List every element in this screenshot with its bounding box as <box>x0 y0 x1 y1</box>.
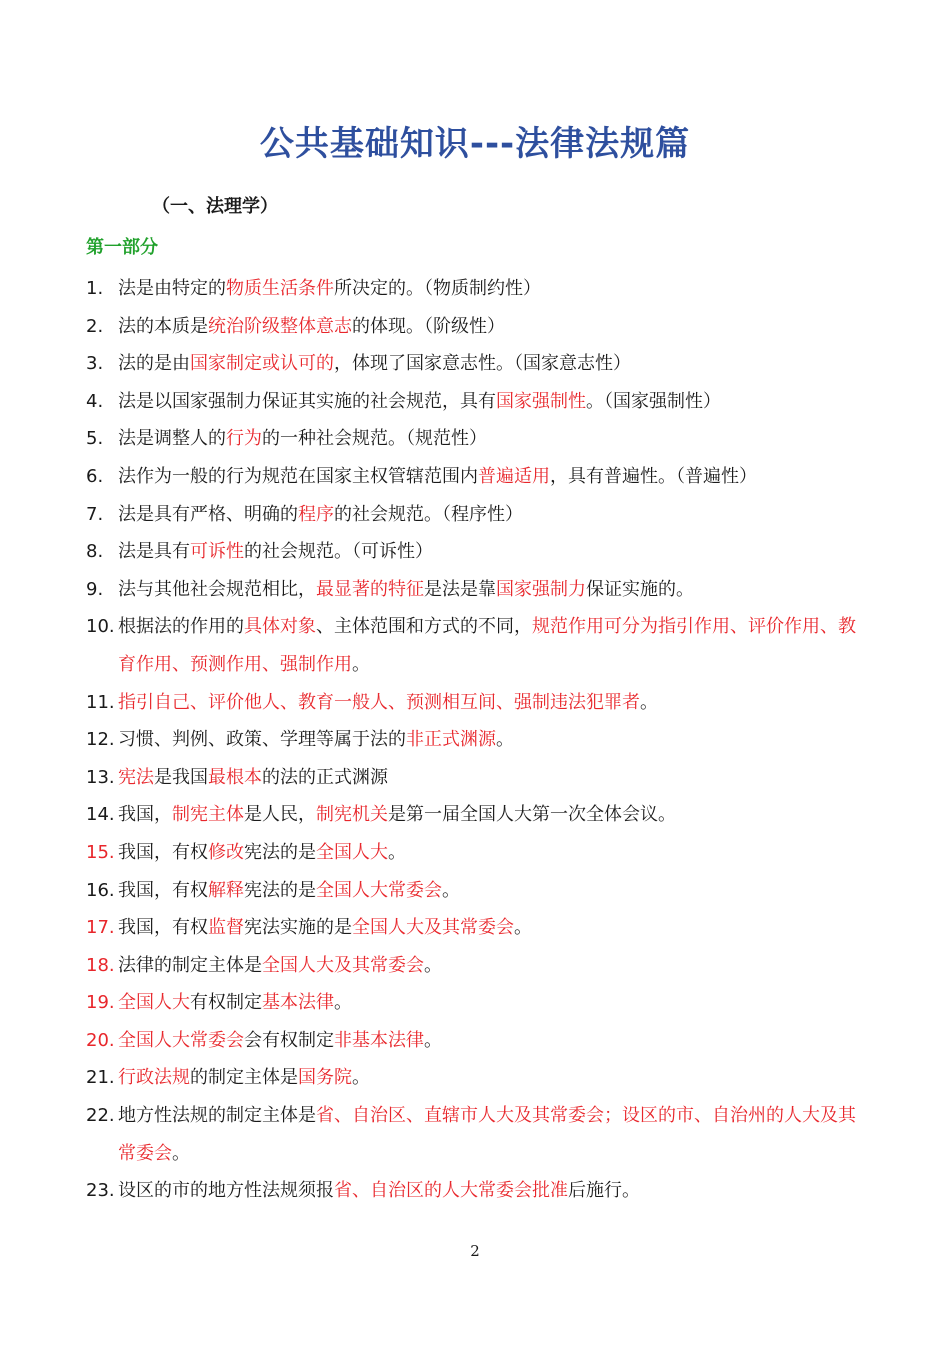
item-text: 。 <box>640 691 658 713</box>
item-text: 。 <box>496 729 514 751</box>
item-number: 16. <box>86 879 115 901</box>
item-text: 会有权制定 <box>244 1029 334 1051</box>
item-text: 的体现。（阶级性） <box>352 315 505 337</box>
item-text: 的一种社会规范。（规范性） <box>262 428 487 450</box>
item-text: 。 <box>424 1029 442 1051</box>
highlighted-text: 统治阶级整体意志 <box>208 315 352 337</box>
highlighted-text: 国家强制力 <box>496 578 586 600</box>
item-text: 法是以国家强制力保证其实施的社会规范，具有 <box>118 390 496 412</box>
list-item <box>86 947 856 985</box>
item-text: 法是具有 <box>118 541 190 563</box>
highlighted-text: 全国人大常委会 <box>118 1029 244 1051</box>
item-text: 习惯、判例、政策、学理等属于法的 <box>118 729 406 751</box>
list-item <box>86 345 856 383</box>
item-text: 地方性法规的制定主体是 <box>118 1105 316 1127</box>
item-number: 9. <box>86 578 104 600</box>
highlighted-text: 全国人大 <box>316 841 388 863</box>
item-text: 我国，有权 <box>118 917 208 939</box>
item-text: 我国， <box>118 804 172 826</box>
highlighted-text: 程序 <box>298 503 334 525</box>
item-text: 法作为一般的行为规范在国家主权管辖范围内 <box>118 465 478 487</box>
highlighted-text: 全国人大常委会 <box>316 879 442 901</box>
list-item <box>86 759 856 797</box>
item-text: 法是由特定的 <box>118 278 226 299</box>
item-text: 的社会规范。（程序性） <box>334 503 523 525</box>
item-number: 10. <box>86 616 115 638</box>
item-text: 宪法的是 <box>244 879 316 901</box>
highlighted-text: 普遍适用 <box>478 465 550 487</box>
highlighted-text: 国务院 <box>298 1067 352 1089</box>
highlighted-text: 最显著的特征 <box>316 578 424 600</box>
highlighted-text: 最根本 <box>208 766 262 788</box>
item-number: 21. <box>86 1067 115 1089</box>
highlighted-text: 省、自治区的人大常委会批准 <box>334 1180 568 1202</box>
item-text: 。 <box>334 992 352 1014</box>
item-text: 是我国 <box>154 766 208 788</box>
list-item <box>86 984 856 1022</box>
highlighted-text: 非基本法律 <box>334 1029 424 1051</box>
item-number: 2. <box>86 315 104 337</box>
list-item <box>86 1172 856 1210</box>
highlighted-text: 全国人大及其常委会 <box>262 954 424 976</box>
item-text: 是法是靠 <box>424 578 496 600</box>
highlighted-text: 省、自治区、直辖市人大及其常委会；设区的市、自治州的人大及其常委会 <box>118 1105 856 1164</box>
item-text: 法的本质是 <box>118 315 208 337</box>
list-item <box>86 308 856 346</box>
highlighted-text: 制宪主体 <box>172 804 244 826</box>
item-number: 23. <box>86 1180 115 1202</box>
list-item <box>86 796 856 834</box>
item-text: 是第一届全国人大第一次全体会议。 <box>388 804 676 826</box>
item-text: 。 <box>442 879 460 901</box>
item-text: ，体现了国家意志性。（国家意志性） <box>334 353 631 375</box>
list-item <box>86 1097 856 1172</box>
item-number: 3. <box>86 353 104 375</box>
highlighted-text: 非正式渊源 <box>406 729 496 751</box>
list-item <box>86 834 856 872</box>
item-number: 7. <box>86 503 104 525</box>
item-text: 。 <box>388 841 406 863</box>
item-number: 5. <box>86 428 104 450</box>
highlighted-text: 物质生活条件 <box>226 278 334 299</box>
highlighted-text: 国家强制性 <box>496 390 586 412</box>
item-text: 。 <box>352 653 370 675</box>
item-text: 法是具有严格、明确的 <box>118 503 298 525</box>
highlighted-text: 指引自己、评价他人、教育一般人、预测相互间、强制违法犯罪者 <box>118 691 640 713</box>
item-text: 所决定的。（物质制约性） <box>334 278 541 299</box>
list-item <box>86 420 856 458</box>
highlighted-text: 宪法 <box>118 766 154 788</box>
list-item <box>86 1022 856 1060</box>
highlighted-text: 具体对象 <box>244 616 316 638</box>
item-number: 14. <box>86 804 115 826</box>
part-heading: 第一部分 <box>86 237 158 258</box>
item-text: 根据法的作用的 <box>118 616 244 638</box>
highlighted-text: 制宪机关 <box>316 804 388 826</box>
item-number: 8. <box>86 541 104 563</box>
item-text: 法是调整人的 <box>118 428 226 450</box>
item-text: 、主体范围和方式的不同， <box>316 616 532 638</box>
item-number: 22. <box>86 1105 115 1127</box>
item-text: 。 <box>514 917 532 939</box>
item-number: 11. <box>86 691 115 713</box>
item-text: ，具有普遍性。（普遍性） <box>550 465 757 487</box>
list-item <box>86 909 856 947</box>
item-text: 设区的市的地方性法规须报 <box>118 1180 334 1202</box>
item-text: 是人民， <box>244 804 316 826</box>
item-text: 后施行。 <box>568 1180 640 1202</box>
highlighted-text: 修改 <box>208 841 244 863</box>
highlighted-text: 全国人大 <box>118 992 190 1014</box>
item-number: 19. <box>86 992 115 1014</box>
page-title: 公共基础知识---法律法规篇 <box>259 124 691 164</box>
list-item <box>86 872 856 910</box>
list-item <box>86 533 856 571</box>
item-number: 6. <box>86 465 104 487</box>
item-number: 12. <box>86 729 115 751</box>
list-item <box>86 383 856 421</box>
item-number: 20. <box>86 1029 115 1051</box>
item-number: 18. <box>86 954 115 976</box>
item-number: 4. <box>86 390 104 412</box>
item-text: 。 <box>172 1142 190 1164</box>
item-list <box>86 270 856 1210</box>
item-text: 我国，有权 <box>118 841 208 863</box>
highlighted-text: 全国人大及其常委会 <box>352 917 514 939</box>
item-number: 17. <box>86 917 115 939</box>
section-heading: （一、法理学） <box>152 196 278 217</box>
list-item <box>86 684 856 722</box>
item-text: 我国，有权 <box>118 879 208 901</box>
item-text: 宪法实施的是 <box>244 917 352 939</box>
item-text: 保证实施的。 <box>586 578 694 600</box>
item-number: 13. <box>86 766 115 788</box>
page-number: 2 <box>470 1242 480 1260</box>
highlighted-text: 行为 <box>226 428 262 450</box>
item-text: 法的是由 <box>118 353 190 375</box>
item-text: 。（国家强制性） <box>586 390 721 412</box>
highlighted-text: 行政法规 <box>118 1067 190 1089</box>
item-number: 1. <box>86 278 104 299</box>
item-text: 宪法的是 <box>244 841 316 863</box>
item-text: 的法的正式渊源 <box>262 766 388 788</box>
list-item <box>86 571 856 609</box>
list-item <box>86 270 856 308</box>
highlighted-text: 监督 <box>208 917 244 939</box>
item-text: 法与其他社会规范相比， <box>118 578 316 600</box>
item-text: 有权制定 <box>190 992 262 1014</box>
item-number: 15. <box>86 841 115 863</box>
list-item <box>86 1059 856 1097</box>
highlighted-text: 国家制定或认可的 <box>190 353 334 375</box>
item-text: 。 <box>424 954 442 976</box>
list-item <box>86 458 856 496</box>
item-text: 。 <box>352 1067 370 1089</box>
highlighted-text: 解释 <box>208 879 244 901</box>
list-item <box>86 608 856 683</box>
item-text: 法律的制定主体是 <box>118 954 262 976</box>
item-text: 的制定主体是 <box>190 1067 298 1089</box>
item-text: 的社会规范。（可诉性） <box>244 541 433 563</box>
list-item <box>86 721 856 759</box>
highlighted-text: 规范作用可分为指引作用、评价作用、教育作用、预测作用、强制作用 <box>118 616 856 675</box>
highlighted-text: 可诉性 <box>190 541 244 563</box>
highlighted-text: 基本法律 <box>262 992 334 1014</box>
list-item <box>86 496 856 534</box>
